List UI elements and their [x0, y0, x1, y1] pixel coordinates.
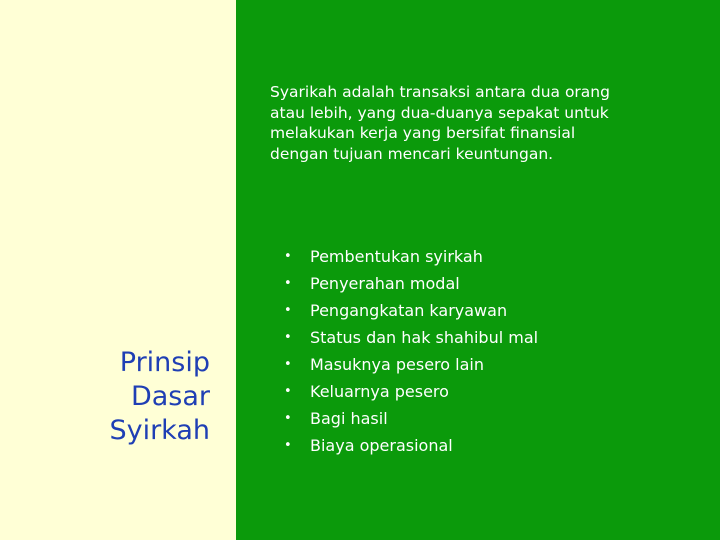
- list-item: [284, 324, 538, 351]
- list-item-text: Keluarnya pesero: [310, 382, 449, 401]
- list-item: [284, 270, 538, 297]
- intro-line: melakukan kerja yang bersifat finansial: [270, 124, 576, 142]
- list-item-text: Status dan hak shahibul mal: [310, 328, 539, 347]
- list-item: [284, 351, 538, 378]
- content-panel: [236, 0, 720, 540]
- bullet-icon: •: [284, 438, 292, 453]
- list-item-text: Bagi hasil: [310, 409, 388, 428]
- title-line: Prinsip: [119, 347, 210, 378]
- list-item-text: Pengangkatan karyawan: [310, 301, 508, 320]
- list-item: [284, 405, 538, 432]
- list-item-text: Pembentukan syirkah: [310, 247, 483, 266]
- slide-title: [10, 346, 210, 448]
- intro-line: dengan tujuan mencari keuntungan.: [270, 144, 554, 163]
- list-item-text: Penyerahan modal: [310, 274, 460, 293]
- title-line: Syirkah: [109, 415, 210, 446]
- list-item-text: Biaya operasional: [310, 436, 453, 455]
- bullet-icon: •: [284, 249, 292, 264]
- intro-line: atau lebih, yang dua-duanya sepakat untuk: [270, 103, 609, 122]
- bullet-icon: •: [284, 357, 292, 372]
- list-item: [284, 243, 538, 270]
- list-item: [284, 378, 538, 405]
- bullet-icon: •: [284, 411, 292, 426]
- bullet-icon: •: [284, 276, 292, 291]
- bullet-icon: •: [284, 303, 292, 318]
- bullet-icon: •: [284, 384, 292, 399]
- list-item: [284, 297, 538, 324]
- bullet-icon: •: [284, 330, 292, 345]
- intro-paragraph: [270, 82, 690, 164]
- intro-line: Syarikah adalah transaksi antara dua orang: [270, 83, 610, 101]
- list-item-text: Masuknya pesero lain: [310, 355, 484, 374]
- list-item: [284, 432, 538, 459]
- title-line: Dasar: [130, 381, 210, 412]
- principles-list: [284, 243, 538, 459]
- left-panel: [0, 0, 236, 540]
